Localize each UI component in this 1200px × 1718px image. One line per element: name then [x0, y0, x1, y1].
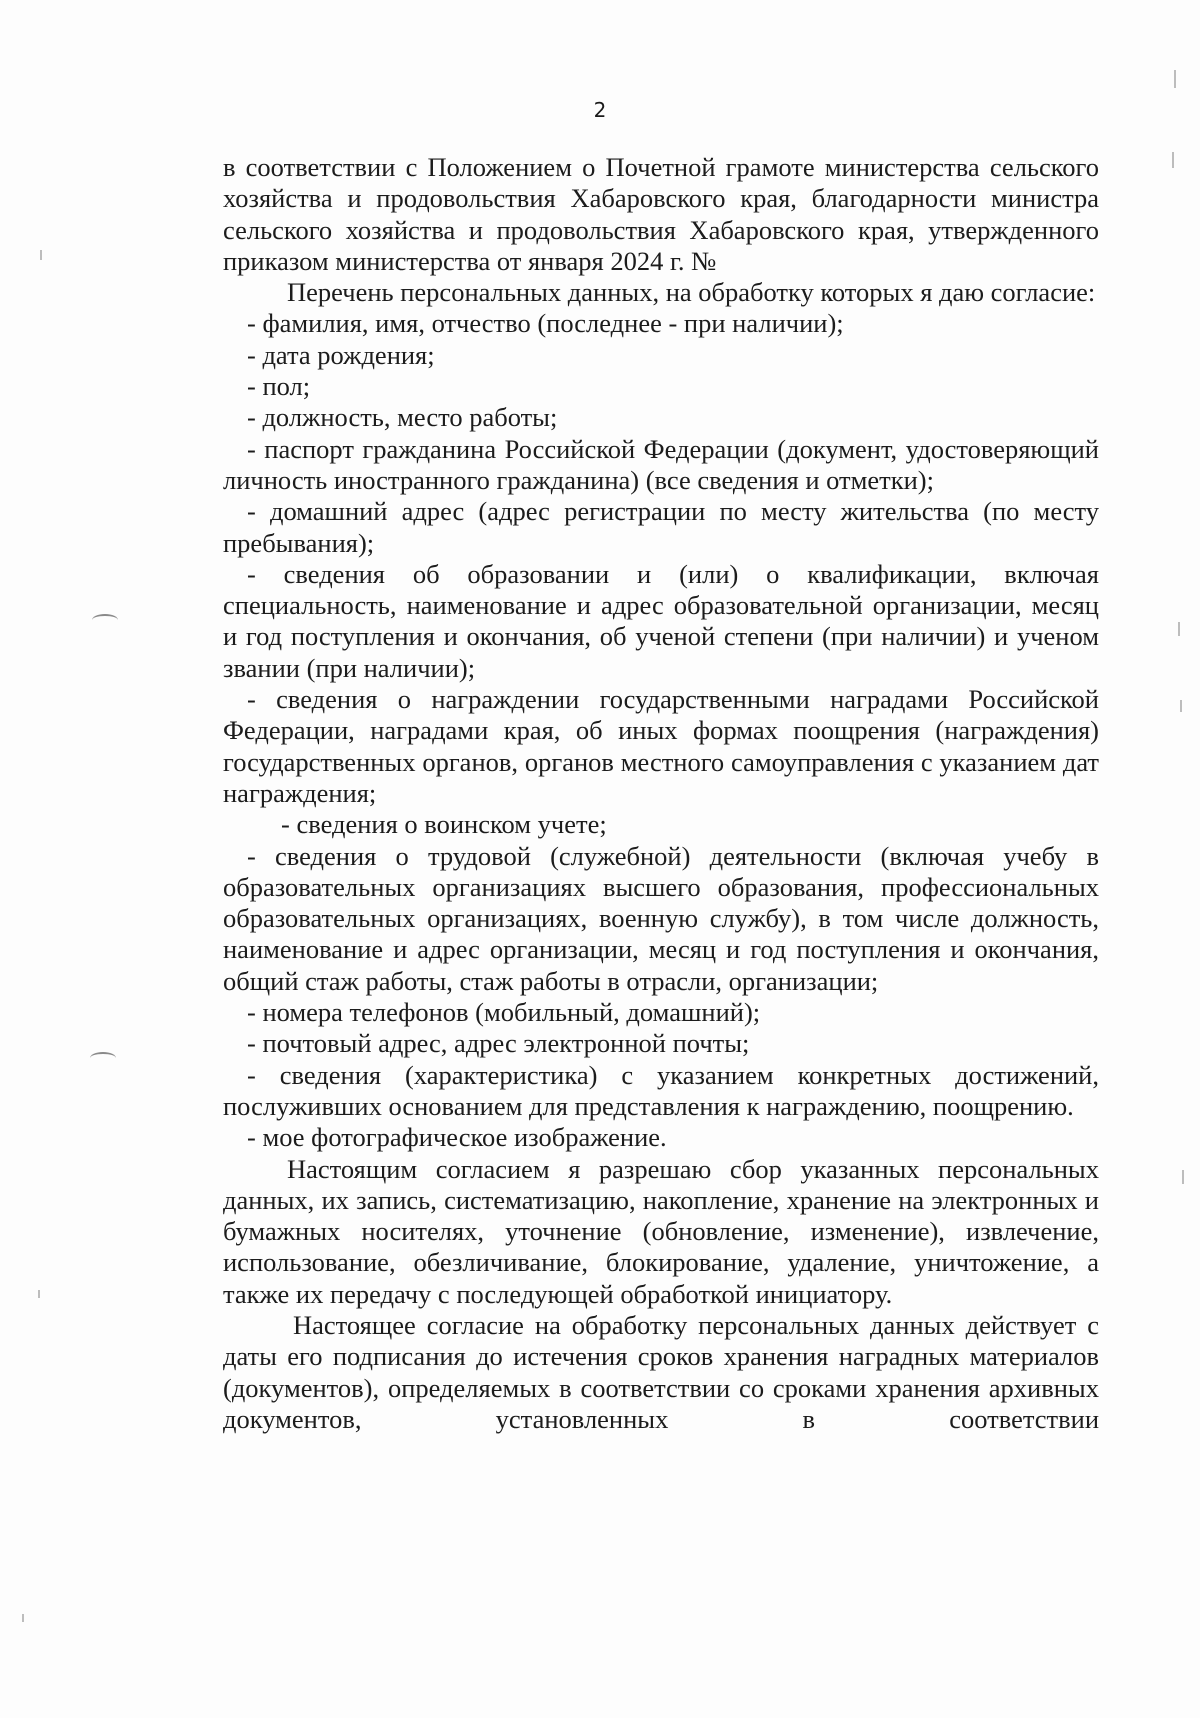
list-item: - должность, место работы; — [247, 402, 558, 433]
list-item: - домашний адрес (адрес регистрации по месту жительства (по месту пребывания); — [223, 496, 1099, 558]
list-item: - дата рождения; — [247, 339, 435, 370]
scan-artifact — [38, 1290, 40, 1298]
list-item: - пол; — [247, 371, 311, 402]
intro-paragraph: в соответствии с Положением о Почетной грамоте министерства сельского хозяйства и продовольствия Хабаровского края, благодарности министра сельского хозяйства и продовольствия Хабаровского края, утвержденного приказом министерства от января 2024 г. № — [223, 152, 1099, 276]
list-item: - мое фотографическое изображение. — [247, 1122, 667, 1153]
consent-duration-paragraph: Настоящее согласие на обработку персональных данных действует с даты его подписания до истечения сроков хранения наградных материалов (документов), определяемых в соответствии со сроками хранения архивных документов, установленных в соответствии — [223, 1309, 1099, 1434]
scan-artifact — [1182, 1170, 1184, 1184]
scan-artifact — [22, 1614, 24, 1622]
page-number: 2 — [593, 98, 607, 122]
list-item: - фамилия, имя, отчество (последнее - при наличии); — [247, 308, 844, 339]
list-item: - сведения о награждении государственными наградами Российской Федерации, наградами края, об иных формах поощрения (награждения) государственных органов, органов местного самоуправления с указанием дат награждения; — [223, 684, 1099, 808]
scan-artifact — [40, 250, 42, 260]
list-item: - сведения о трудовой (служебной) деятельности (включая учебу в образовательных организациях высшего образования, профессиональных образовательных организациях, военную службу), в том числе должность, наименование и адрес организации, месяц и год поступления и окончания, общий стаж работы, стаж работы в отрасли, организации; — [223, 840, 1099, 996]
document-body — [223, 152, 1099, 1435]
scan-artifact — [1180, 700, 1182, 712]
consent-scope-paragraph: Настоящим согласием я разрешаю сбор указанных персональных данных, их запись, систематизацию, накопление, хранение на электронных и бумажных носителях, уточнение (обновление, изменение), извлечение, использование, обезличивание, блокирование, удаление, уничтожение, а также их передачу с последующей обработкой инициатору. — [223, 1153, 1099, 1309]
list-item: - сведения (характеристика) с указанием конкретных достижений, послуживших основанием для представления к награждению, поощрению. — [223, 1059, 1099, 1121]
personal-data-list-heading: Перечень персональных данных, на обработку которых я даю согласие: — [287, 277, 1096, 308]
punch-hole-mark — [90, 1052, 116, 1064]
list-item: - сведения о воинском учете; — [281, 809, 607, 840]
scan-artifact — [1174, 70, 1176, 88]
list-item: - почтовый адрес, адрес электронной почты; — [247, 1028, 750, 1059]
list-item: - сведения об образовании и (или) о квалификации, включая специальность, наименование и адрес образовательной организации, месяц и год поступления и окончания, об ученой степени (при наличии) и ученом звании (при наличии); — [223, 558, 1099, 683]
list-item: - паспорт гражданина Российской Федерации (документ, удостоверяющий личность иностранного гражданина) (все сведения и отметки); — [223, 433, 1099, 495]
punch-hole-mark — [92, 614, 118, 626]
scan-artifact — [1172, 152, 1174, 168]
list-item: - номера телефонов (мобильный, домашний); — [247, 997, 761, 1028]
scan-artifact — [1178, 622, 1180, 636]
